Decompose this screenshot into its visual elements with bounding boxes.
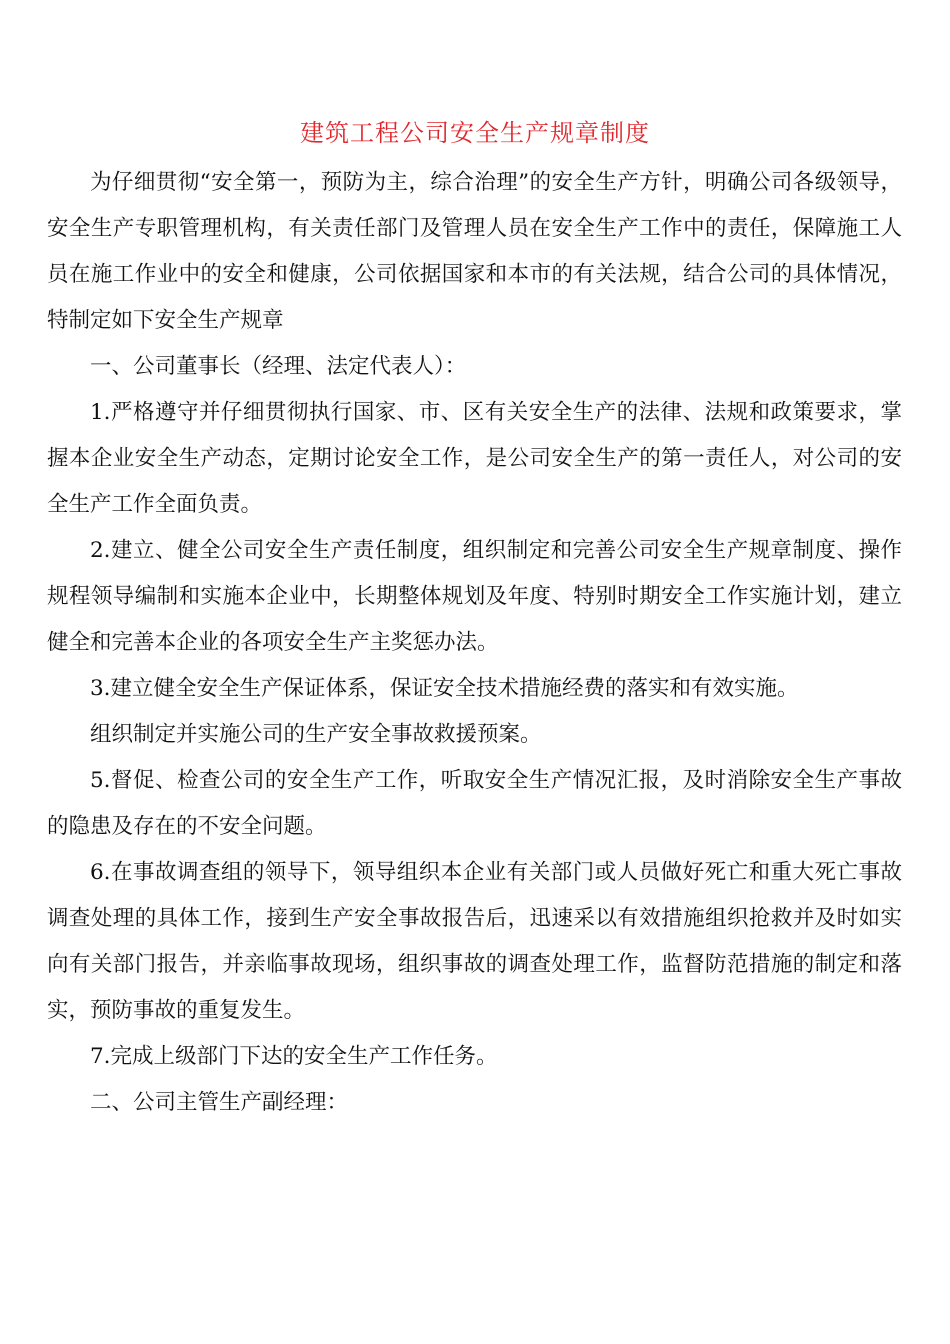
paragraph-item-4: 组织制定并实施公司的生产安全事故救援预案。 [90,722,542,747]
paragraph-item-2: 2.建立、健全公司安全生产责任制度，组织制定和完善公司安全生产规章制度、操作规程领导编制和实施本企业中，长期整体规划及年度、特别时期安全工作实施计划，建立健全和完善本企业的各项安全生产主奖惩办法。 [47,538,902,655]
paragraph-item-5: 5.督促、检查公司的安全生产工作，听取安全生产情况汇报，及时消除安全生产事故的隐患及存在的不安全问题。 [47,768,902,839]
document-title: 建筑工程公司安全生产规章制度 [300,119,650,147]
document-body [47,160,902,1126]
paragraph-item-3: 3.建立健全安全生产保证体系，保证安全技术措施经费的落实和有效实施。 [90,676,799,701]
paragraph-intro: 为仔细贯彻“安全第一，预防为主，综合治理”的安全生产方针，明确公司各级领导，安全生产专职管理机构，有关责任部门及管理人员在安全生产工作中的责任，保障施工人员在施工作业中的安全和健康，公司依据国家和本市的有关法规，结合公司的具体情况，特制定如下安全生产规章 [47,170,902,333]
paragraph-item-1: 1.严格遵守并仔细贯彻执行国家、市、区有关安全生产的法律、法规和政策要求，掌握本企业安全生产动态，定期讨论安全工作，是公司安全生产的第一责任人，对公司的安全生产工作全面负责。 [47,400,902,517]
section-heading-vice-manager: 二、公司主管生产副经理： [90,1090,349,1115]
section-heading-chairman: 一、公司董事长（经理、法定代表人）： [90,354,467,379]
paragraph-item-6: 6.在事故调查组的领导下，领导组织本企业有关部门或人员做好死亡和重大死亡事故调查处理的具体工作，接到生产安全事故报告后，迅速采以有效措施组织抢救并及时如实向有关部门报告，并亲临事故现场，组织事故的调查处理工作，监督防范措施的制定和落实，预防事故的重复发生。 [47,860,902,1023]
paragraph-item-7: 7.完成上级部门下达的安全生产工作任务。 [90,1044,498,1069]
